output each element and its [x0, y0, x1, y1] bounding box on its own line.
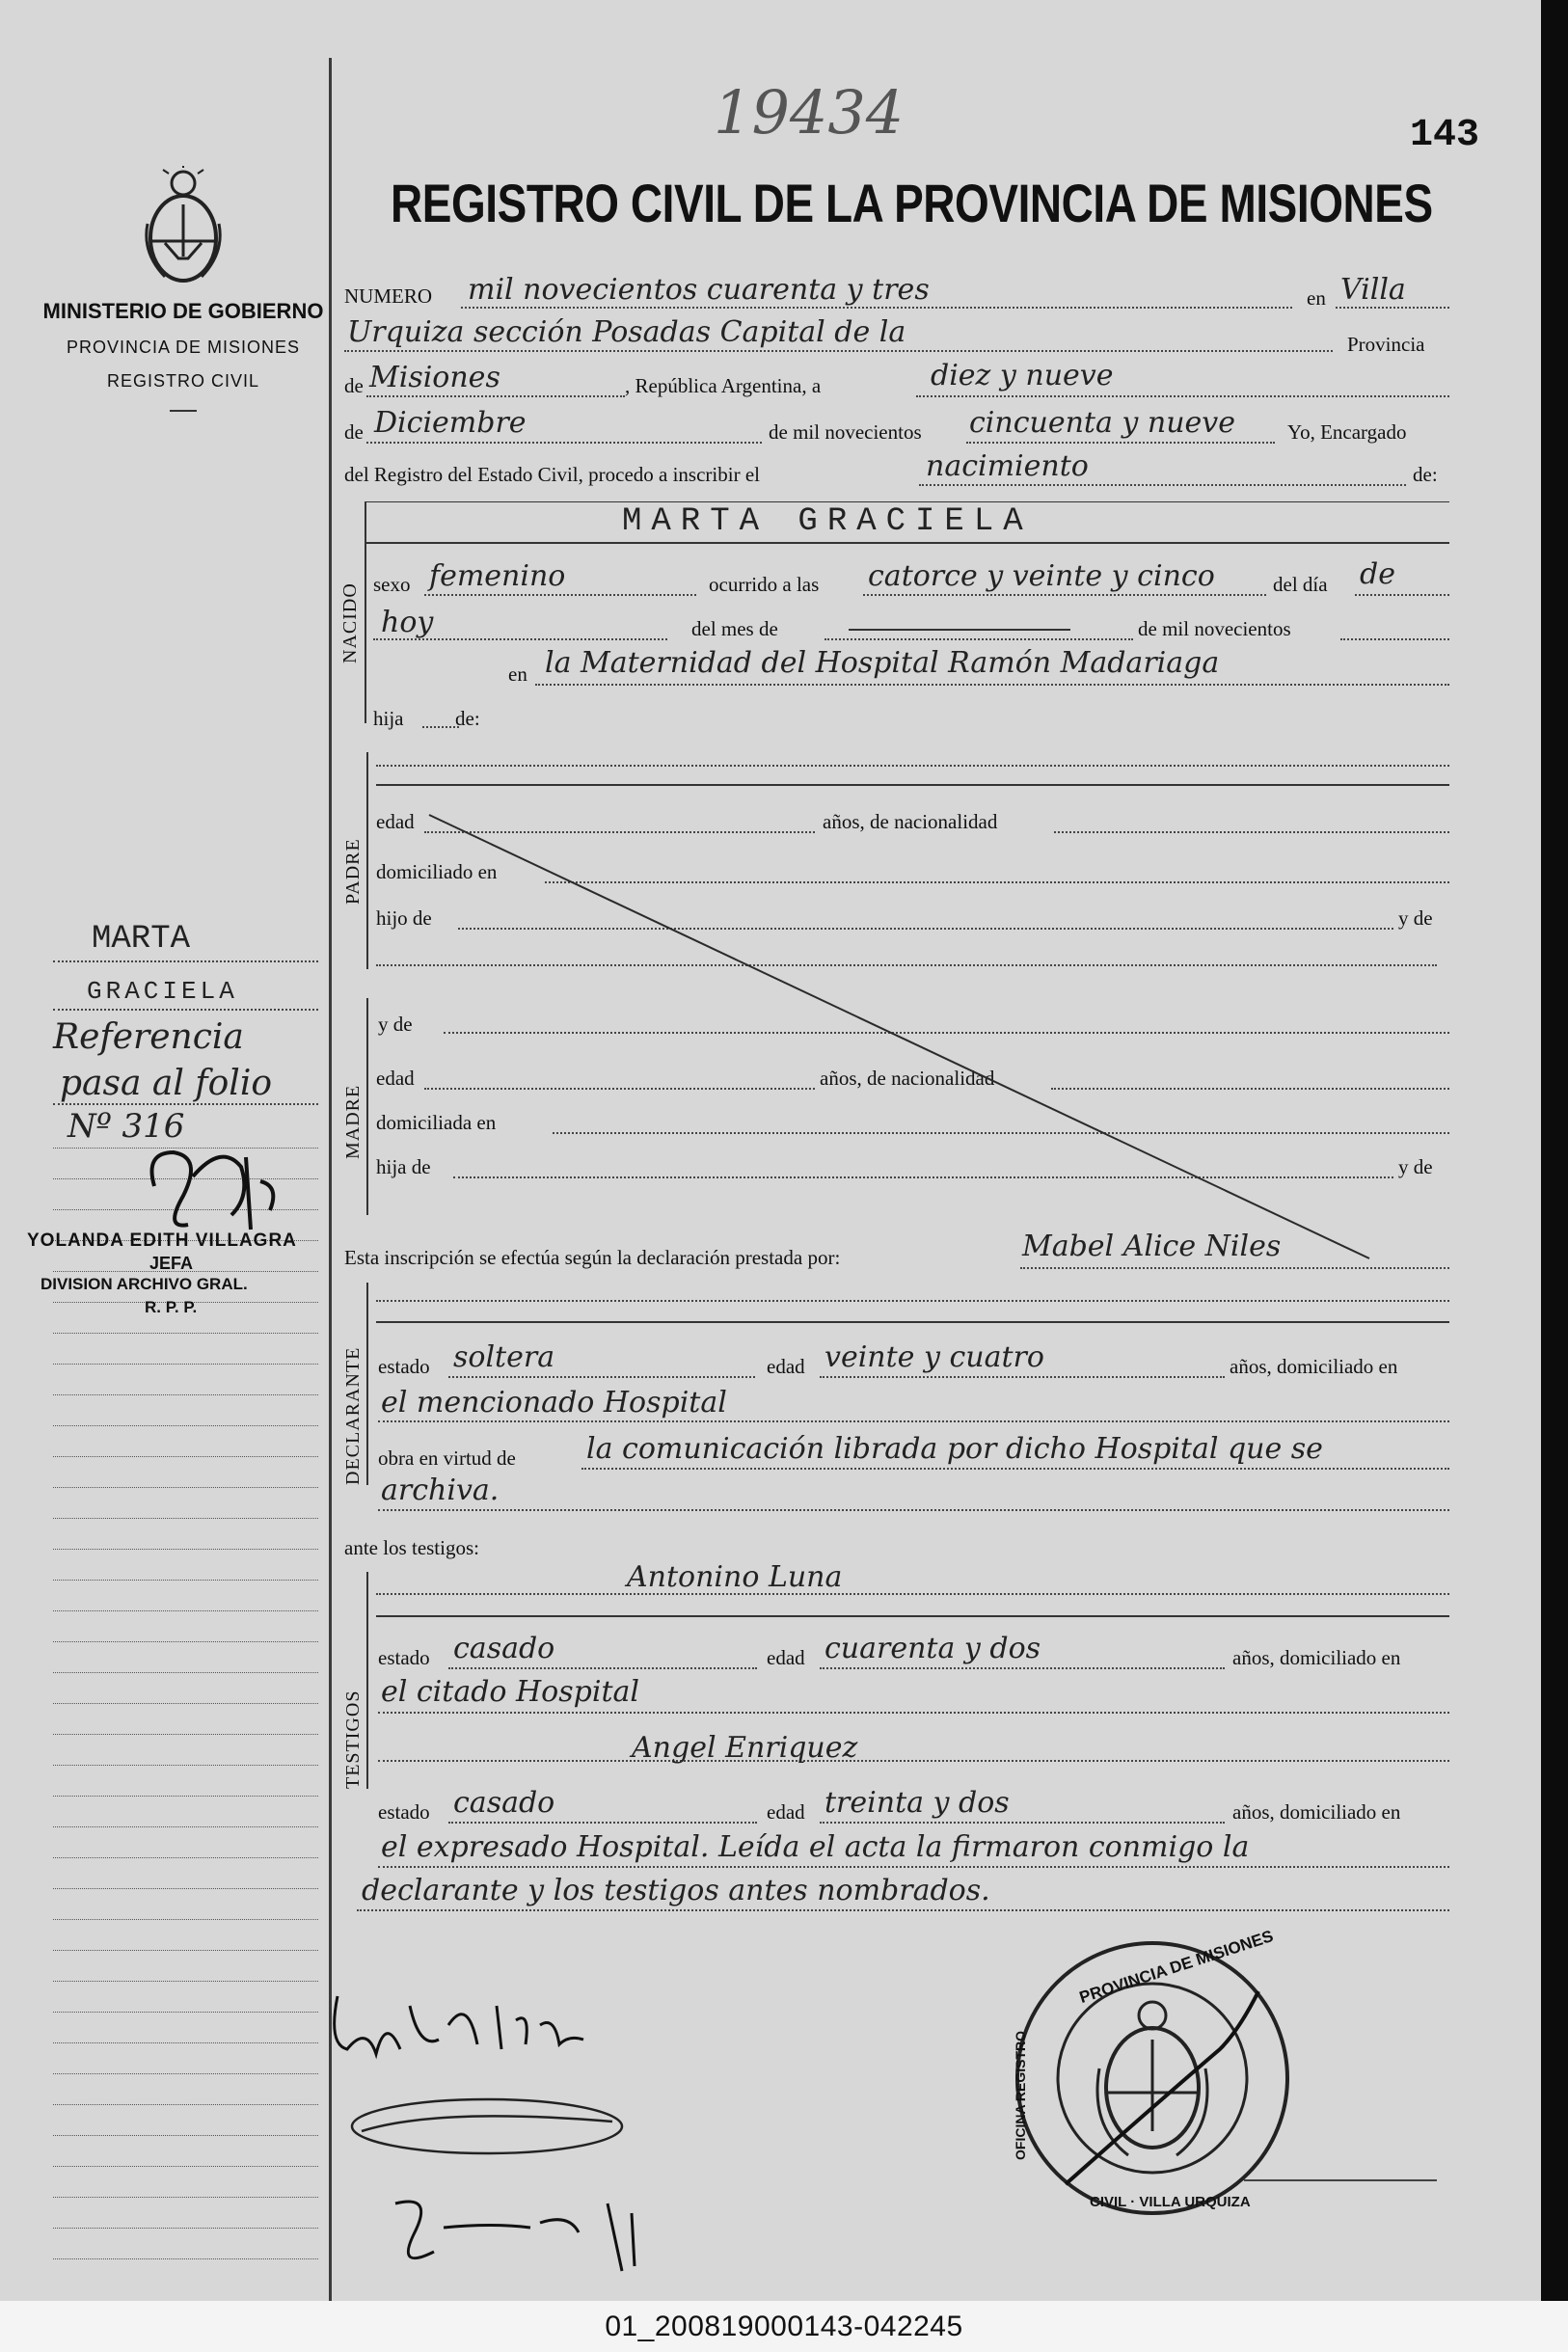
stamp-bottom-text: CIVIL · VILLA URQUIZA — [1090, 2194, 1251, 2210]
scan-id-footer: 01_200819000143-042245 — [0, 2301, 1568, 2352]
ocurrido-label: ocurrido a las — [709, 573, 820, 596]
padre-label: PADRE — [342, 838, 364, 905]
lugar-value: la Maternidad del Hospital Ramón Madariaga — [545, 646, 1220, 680]
madre-domiciliada-label: domiciliada en — [376, 1111, 497, 1134]
year-value: cincuenta y nueve — [969, 406, 1235, 440]
dia-value-2: hoy — [381, 606, 434, 639]
registry-name: REGISTRO CIVIL — [106, 371, 260, 391]
closing-text: declarante y los testigos antes nombrados. — [362, 1874, 990, 1907]
obra-label: obra en virtud de — [378, 1446, 516, 1470]
testigo2-signature — [376, 2175, 665, 2281]
scanner-edge — [1541, 0, 1568, 2301]
madre-label: MADRE — [342, 1084, 364, 1159]
sexo-label: sexo — [373, 573, 411, 596]
mes-label: del mes de — [691, 617, 778, 640]
margin-note-1: Referencia — [53, 1017, 244, 1057]
registro-label: del Registro del Estado Civil, procedo a inscribir el — [344, 463, 760, 486]
sexo-value: femenino — [429, 559, 566, 593]
padre-edad-label: edad — [376, 810, 415, 833]
testigo2-estado: casado — [453, 1786, 555, 1820]
testigo2-edad: treinta y dos — [825, 1786, 1010, 1820]
padre-hijo-de-label: hijo de — [376, 906, 432, 930]
declarante-domicilio: el mencionado Hospital — [381, 1386, 727, 1419]
mil2-label: de mil novecientos — [1138, 617, 1291, 640]
hija-label: hija — [373, 707, 404, 730]
madre-hija-de-label: hija de — [376, 1155, 431, 1178]
testigo1-name: Antonino Luna — [627, 1560, 843, 1594]
day-value: diez y nueve — [931, 359, 1114, 392]
place-value-1: Villa — [1340, 273, 1406, 307]
testigo1-signature — [342, 2083, 632, 2170]
mil-label: de mil novecientos — [769, 420, 922, 444]
dia-value-1: de — [1360, 557, 1395, 591]
madre-edad-label: edad — [376, 1067, 415, 1090]
act-value: nacimiento — [926, 449, 1089, 483]
testigo1-domicilio: el citado Hospital — [381, 1675, 639, 1709]
yo-label: Yo, Encargado — [1287, 420, 1407, 444]
del-dia-label: del día — [1273, 573, 1328, 596]
en-label: en — [1307, 286, 1326, 310]
stamp-left-text: OFICINA REGISTRO — [1013, 2030, 1028, 2160]
testigo2-anios-label: años, domiciliado en — [1232, 1800, 1401, 1824]
margin-name-2: GRACIELA — [87, 977, 238, 1006]
testigo2-name: Angel Enriquez — [632, 1731, 858, 1765]
declarante-value: Mabel Alice Niles — [1022, 1230, 1282, 1263]
madre-y-de-label-2: y de — [1398, 1155, 1433, 1178]
testigo2-domicilio: el expresado Hospital. Leída el acta la firmaron conmigo la — [381, 1830, 1250, 1864]
declarante-anios-label: años, domiciliado en — [1230, 1355, 1398, 1378]
numero-value: mil novecientos cuarenta y tres — [468, 273, 930, 307]
testigos-label: TESTIGOS — [342, 1690, 364, 1789]
de3-label: de: — [1413, 463, 1438, 486]
place-value-2: Urquiza sección Posadas Capital de la — [347, 315, 906, 349]
archive-number: 19434 — [714, 77, 905, 148]
folio-number: 143 — [1410, 114, 1480, 157]
declarante-signature — [323, 1967, 632, 2073]
declarante-estado: soltera — [453, 1340, 555, 1374]
testigo2-estado-label: estado — [378, 1800, 430, 1824]
de4-label: de: — [455, 707, 480, 730]
ante-label: ante los testigos: — [344, 1536, 479, 1559]
registered-name: MARTA GRACIELA — [622, 503, 1033, 540]
province-name: PROVINCIA DE MISIONES — [66, 338, 301, 357]
official-office: R. P. P. — [145, 1298, 198, 1316]
hora-value: catorce y veinte y cinco — [868, 559, 1215, 593]
obra-value-1: la comunicación librada por dicho Hospital que se — [586, 1432, 1323, 1466]
obra-value-2: archiva. — [381, 1473, 500, 1507]
de2-label: de — [344, 420, 364, 444]
declaracion-label: Esta inscripción se efectúa según la declaración prestada por: — [344, 1246, 841, 1269]
madre-y-de-label: y de — [378, 1013, 413, 1036]
padre-domiciliado-label: domiciliado en — [376, 860, 498, 883]
ministry-name: MINISTERIO DE GOBIERNO — [42, 299, 324, 323]
en2-label: en — [508, 662, 527, 686]
margin-note-3: Nº 316 — [68, 1107, 185, 1146]
declarante-edad: veinte y cuatro — [825, 1340, 1044, 1374]
margin-note-2: pasa al folio — [60, 1064, 273, 1103]
official-name: YOLANDA EDITH VILLAGRA — [27, 1230, 297, 1251]
declarante-edad-label: edad — [767, 1355, 805, 1378]
madre-nacionalidad-label: años, de nacionalidad — [820, 1067, 995, 1090]
page-title: REGISTRO CIVIL DE LA PROVINCIA DE MISIONES — [391, 173, 1433, 233]
padre-nacionalidad-label: años, de nacionalidad — [823, 810, 998, 833]
stamp-top-text: PROVINCIA DE MISIONES — [1077, 1927, 1276, 2008]
padre-y-de-label: y de — [1398, 906, 1433, 930]
testigo2-edad-label: edad — [767, 1800, 805, 1824]
declarante-estado-label: estado — [378, 1355, 430, 1378]
month-value: Diciembre — [374, 406, 527, 440]
province-value: Misiones — [369, 361, 500, 394]
de-label: de — [344, 374, 364, 397]
republica-label: , República Argentina, a — [625, 374, 822, 397]
official-division: DIVISION ARCHIVO GRAL. — [41, 1275, 248, 1293]
margin-name-1: MARTA — [92, 921, 191, 958]
provincia-label: Provincia — [1347, 333, 1425, 356]
testigo1-edad: cuarenta y dos — [825, 1632, 1041, 1665]
testigo1-estado-label: estado — [378, 1646, 430, 1669]
testigo1-anios-label: años, domiciliado en — [1232, 1646, 1401, 1669]
numero-label: NUMERO — [344, 284, 433, 308]
testigo1-estado: casado — [453, 1632, 555, 1665]
declarante-label: DECLARANTE — [342, 1346, 364, 1485]
official-role: JEFA — [149, 1254, 194, 1273]
nacido-label: NACIDO — [339, 582, 361, 663]
testigo1-edad-label: edad — [767, 1646, 805, 1669]
